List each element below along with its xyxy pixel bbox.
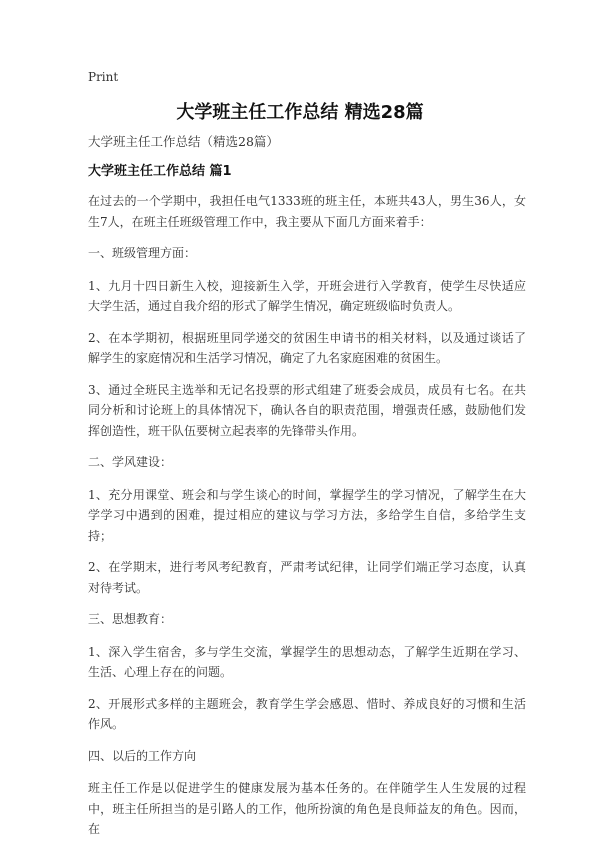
paragraph: 在过去的一个学期中，我担任电气1333班的班主任，本班共43人，男生36人，女生7人，在班主任班级管理工作中，我主要从下面几方面来着手：	[88, 194, 526, 229]
paragraph: 3、通过全班民主选举和无记名投票的形式组建了班委会成员，成员有七名。在共同分析和讨论班上的具体情况下，确认各自的职责范围，增强责任感，鼓励他们发挥创造性，班干队伍要树立起表率的先锋带头作用。	[88, 382, 526, 438]
paragraph: 2、在本学期初，根据班里同学递交的贫困生申请书的相关材料，以及通过谈话了解学生的家庭情况和生活学习情况，确定了九名家庭困难的贫困生。	[88, 330, 526, 365]
document-body	[88, 133, 526, 851]
paragraph: 1、九月十四日新生入校，迎接新生入学，开班会进行入学教育，使学生尽快适应大学生活，通过自我介绍的形式了解学生情况，确定班级临时负责人。	[88, 278, 526, 313]
section-heading: 三、思想教育：	[88, 612, 173, 626]
print-label[interactable]: Print	[88, 70, 119, 84]
section-heading: 一、班级管理方面：	[88, 246, 197, 260]
paragraph: 1、深入学生宿舍，多与学生交流，掌握学生的思想动态，了解学生近期在学习、生活、心理上存在的问题。	[88, 644, 526, 679]
document-title: 大学班主任工作总结 精选28篇	[176, 102, 424, 123]
paragraph: 1、充分用课堂、班会和与学生谈心的时间，掌握学生的学习情况，了解学生在大学学习中遇到的困难，提过相应的建议与学习方法，多给学生自信，多给学生支持；	[88, 487, 526, 543]
paragraph: 2、开展形式多样的主题班会，教育学生学会感恩、惜时、养成良好的习惯和生活作风。	[88, 696, 526, 731]
paragraph: 班主任工作是以促进学生的健康发展为基本任务的。在伴随学生人生发展的过程中，班主任所担当的是引路人的工作，他所扮演的角色是良师益友的角色。因而，在	[88, 781, 526, 836]
document-subtitle: 大学班主任工作总结（精选28篇）	[88, 134, 279, 149]
section-heading: 二、学风建设：	[88, 455, 173, 469]
paragraph: 2、在学期末，进行考风考纪教育，严肃考试纪律，让同学们端正学习态度，认真对待考试。	[88, 560, 526, 595]
section-heading: 四、以后的工作方向	[88, 748, 197, 763]
section-title: 大学班主任工作总结 篇1	[88, 164, 232, 179]
